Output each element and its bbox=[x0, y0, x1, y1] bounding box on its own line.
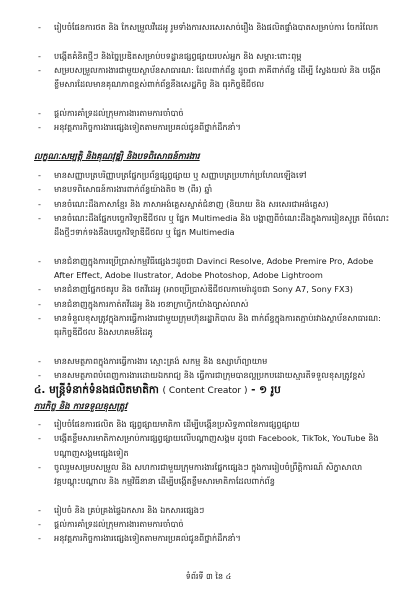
list-item: - មានជំនាញក្នុងការកាត់តវីដេអូ និង រចនាក្រាហ្វិកយ៉ាងច្បាស់លាស់ bbox=[38, 298, 249, 309]
duties-heading: ភារកិច្ច និង ការទទួលខុសត្រូវ bbox=[34, 402, 128, 412]
list-item: - មានជំនាញក្នុងការប្រើប្រាស់កម្មវិធីផ្សេងៗដូចជា Davinci Resolve, Adobe Premire Pro, Adobe After Effect, Adobe Ilustrator, Adobe Photoshop, Adobe Lightroom bbox=[38, 255, 374, 281]
section-title bbox=[34, 384, 281, 399]
list-item: - មានសមត្ថភាពក្នុងការធ្វើការងារ ស្មោះត្រង់ សកម្ម និង ឧស្សាហ៍ព្យាយាម bbox=[38, 355, 268, 366]
list-item: - មានសមត្ថភាពបំពេញការងារដោយឯករាជ្យ និង ធ្វើការជាក្រុមបានល្អប្រកបដោយស្មារតីទទួលខុសត្រូវខ្ពស់ bbox=[38, 370, 366, 381]
list-item: - មានសញ្ញាបត្របរិញ្ញាបត្រផ្នែកប្រព័ន្ធផ្សព្វផ្សាយ ឬ សញ្ញាបត្រប្រហាក់ប្រហែលឡើងទៅ bbox=[38, 170, 307, 180]
list-item: - មានជំនាញផ្នែកថតរូប និង ថតវីដេអូ (អាចប្រើប្រាស់ឌីជីថលកាមេរ៉ាដូចជា Sony A7, Sony FX3) bbox=[38, 284, 353, 295]
section-title-km: មន្ត្រីទំនាក់ទំនងផលិតមាតិកា bbox=[49, 384, 159, 396]
list-item: - មានបទពិសោធន៍ការងារពាក់ព័ន្ធយ៉ាងតិច ២ (ពីរ) ឆ្នាំ bbox=[38, 184, 213, 195]
responsibilities-list bbox=[34, 20, 391, 134]
list-item: - រៀបចំ និង គ្រប់គ្រងផ្ទៃឯកសារ និង ឯកសារផ្សេងៗ bbox=[38, 504, 205, 515]
list-item: - បង្កើតខ្លឹមសារមាតិកាសម្រាប់ការផ្សព្វផ្សាយលើបណ្តាញសង្គម ដូចជា Facebook, TikTok, YouTube និង បណ្តាញសង្គមផ្សេងទៀត bbox=[38, 433, 379, 458]
list-item: - រៀបចំផែនការថត និង កែសម្រួលវីដេអូ រូមទាំងការសរសេរសាច់រឿង និងផលិតផ្ទាំងបាតសម្រាប់ការ ចែករំលែក bbox=[38, 22, 379, 32]
qualifications-heading: លក្ខណៈសម្បត្តិ និងគុណវុឌ្ឍិ និងបទពិសោធន៍ការងារ bbox=[34, 152, 200, 162]
duties-list bbox=[34, 417, 391, 546]
list-item: - មានចំណេះដឹងភាសាខ្មែរ និង ភាសាអង់គ្លេសស្ទាត់ជំនាញ (និយាយ និង សរសេរជាអង់គ្លេស) bbox=[38, 198, 329, 209]
list-item: - អនុវត្តភារកិច្ចការងារផ្សេងទៀតតាមការប្រគល់ជូនពីថ្នាក់ដឹកនាំ។ bbox=[38, 533, 241, 544]
list-item: - មានចំណេះដឹងផ្នែកបច្ចេកវិទ្យាឌីជីថល ឬ ផ្នែក Multimedia និង បង្ហាញពីចំណេះដឹងក្នុងការរៀនសូត្រ ពីចំណេះដឹងថ្មីៗទាក់ទងនឹងបច្ចេកវិទ្យាឌីជីថល ឬ ផ្នែក Multimedia bbox=[38, 212, 390, 238]
list-item: - សម្របសម្រួលការងារជាមួយស្ថាប័នសាធារណ: ដែលពាក់ព័ន្ធ ដូចជា ភាគីពាក់ព័ន្ធ ដើម្បី ស្វែងយល់ និង បង្កើតខ្លឹមសារដែលមានគុណភាពខ្ពស់ពាក់ព័ន្ធនឹងសេដ្ឋកិច្ច និង ធុរកិច្ចឌីជីថល bbox=[38, 64, 381, 90]
list-item: - ផ្តល់ការគាំទ្រដល់ក្រុមការងារតាមការចាំបាច់ bbox=[38, 107, 184, 118]
section-title-en: ( Content Creator ) bbox=[162, 386, 248, 396]
list-item: - អនុវត្តភារកិច្ចការងារផ្សេងទៀតតាមការប្រគល់ជូនពីថ្នាក់ដឹកនាំ។ bbox=[38, 122, 241, 133]
section-number: ៤. bbox=[34, 384, 46, 396]
section-count: - ១ រូប bbox=[251, 384, 281, 396]
list-item: - រៀបចំផែនការផលិត និង ផ្សព្វផ្សាយមាតិកា ដើម្បីបង្កើនប្រសិទ្ធភាពនៃការផ្សព្វផ្សាយ bbox=[38, 419, 300, 429]
list-item: - បង្កើតគំនិតថ្មីៗ និងច្នៃប្រឌិតសម្រាប់បទដ្ឋានផ្សព្វផ្សាយរបស់អ្នក និង សម្ភារ:ពោះពុម្ព bbox=[38, 50, 302, 61]
qualifications-list bbox=[34, 168, 391, 397]
list-item: - មានទំនួលខុសត្រូវក្នុងការធ្វើការងារជាមួយក្រុមហ៊ុនរដ្ឋាភិបាល និង ពាក់ព័ន្ធក្នុងការតភ្ជាប់រវាងស្ថាប័នសាធារណ: ធុរកិច្ចឌីជីថល និងសហគមន៍ដៃគូ bbox=[38, 312, 381, 338]
page-number: ទំព័រទី ៣ នៃ ៤ bbox=[185, 572, 232, 581]
list-item: - ចូលរួមសម្របសម្រួល និង សហការជាមួយក្រុមការងារផ្នែកផ្សេងៗ ក្នុងការរៀបចំព្រឹត្តិការណ៍ សិក្ខាសាលា វគ្គបណ្តុះបណ្តាល និង កម្មវិធីនានា ដើម្បីបង្កើតខ្លឹមសារមាតិកាដែលពាក់ព័ន្ធ bbox=[38, 461, 363, 487]
list-item: - ផ្តល់ការគាំទ្រដល់ក្រុមការងារតាមការចាំបាច់ bbox=[38, 519, 184, 530]
